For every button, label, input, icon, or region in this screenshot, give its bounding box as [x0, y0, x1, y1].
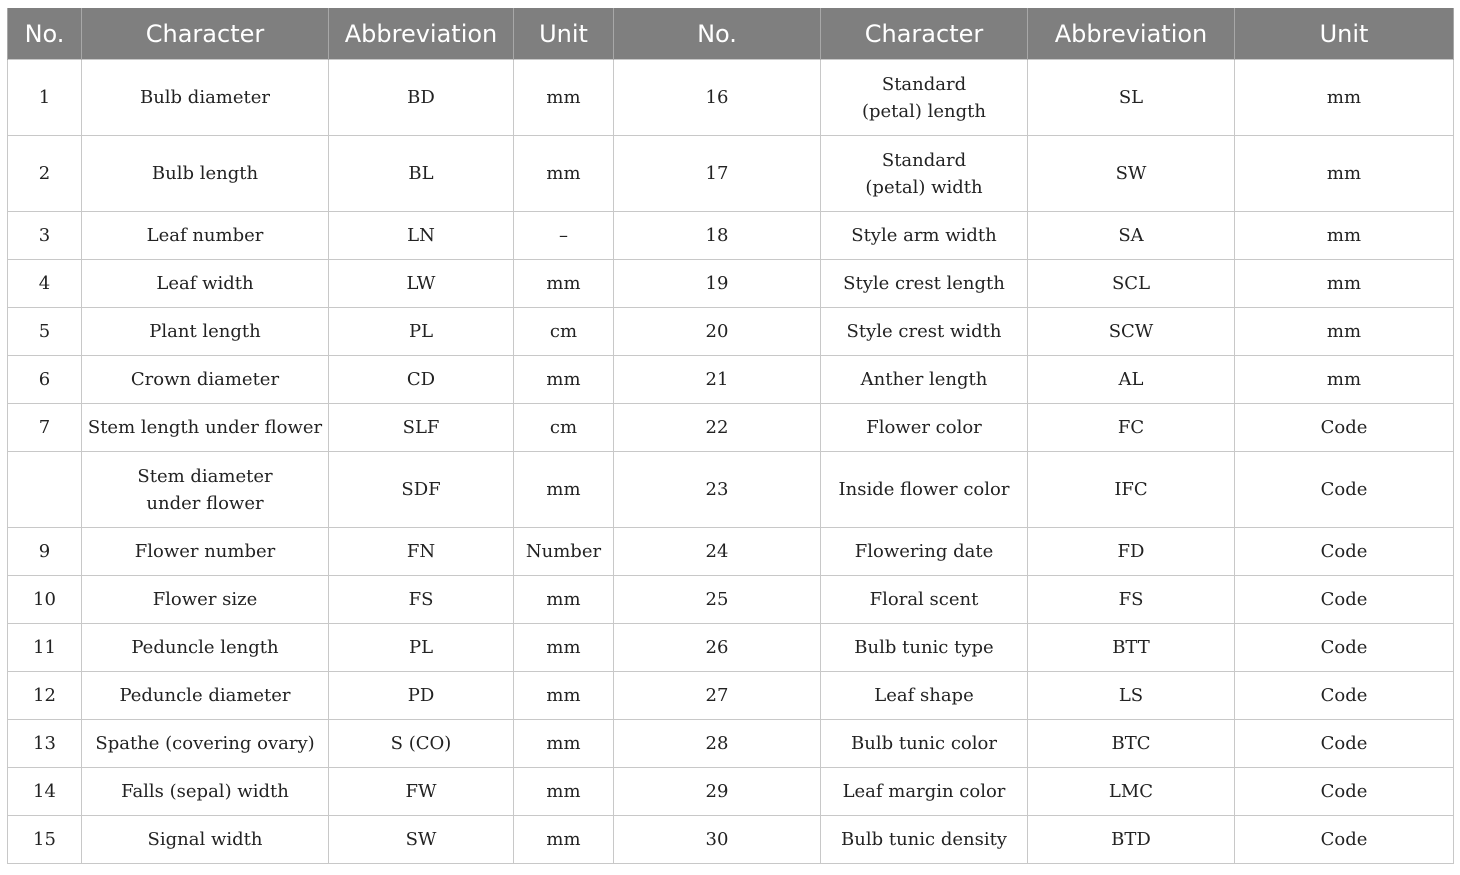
abbreviation-cell: CD: [329, 356, 514, 404]
row-number-cell: 24: [614, 528, 821, 576]
header-no-left: No.: [8, 8, 82, 60]
unit-cell: mm: [1235, 260, 1454, 308]
table-row: [8, 672, 1454, 720]
abbreviation-cell: SA: [1028, 212, 1235, 260]
character-name-cell: Plant length: [82, 308, 329, 356]
row-number-cell: 10: [8, 576, 82, 624]
unit-cell: Code: [1235, 720, 1454, 768]
header-unit-right: Unit: [1235, 8, 1454, 60]
unit-cell: mm: [514, 260, 614, 308]
row-number-cell: 23: [614, 452, 821, 528]
character-table-container: [7, 8, 1453, 864]
abbreviation-cell: BTC: [1028, 720, 1235, 768]
character-name-cell: Style crest width: [821, 308, 1028, 356]
character-name-cell: Stem diameter under flower: [82, 452, 329, 528]
row-number-cell: 26: [614, 624, 821, 672]
character-name-cell: Style arm width: [821, 212, 1028, 260]
abbreviation-cell: FC: [1028, 404, 1235, 452]
row-number-cell: 28: [614, 720, 821, 768]
abbreviation-cell: AL: [1028, 356, 1235, 404]
table-row: [8, 576, 1454, 624]
row-number-cell: 13: [8, 720, 82, 768]
row-number-cell: 29: [614, 768, 821, 816]
row-number-cell: 16: [614, 60, 821, 136]
row-number-cell: 12: [8, 672, 82, 720]
table-body: [8, 60, 1454, 864]
unit-cell: Code: [1235, 624, 1454, 672]
unit-cell: mm: [514, 576, 614, 624]
character-name-cell: Flower size: [82, 576, 329, 624]
character-name-cell: Standard (petal) width: [821, 136, 1028, 212]
unit-cell: mm: [1235, 356, 1454, 404]
abbreviation-cell: BTT: [1028, 624, 1235, 672]
character-name-cell: Leaf margin color: [821, 768, 1028, 816]
abbreviation-cell: SLF: [329, 404, 514, 452]
table-row: [8, 452, 1454, 528]
unit-cell: Number: [514, 528, 614, 576]
row-number-cell: 2: [8, 136, 82, 212]
character-name-cell: Peduncle length: [82, 624, 329, 672]
abbreviation-cell: SL: [1028, 60, 1235, 136]
character-name-cell: Bulb tunic color: [821, 720, 1028, 768]
row-number-cell: 18: [614, 212, 821, 260]
character-name-cell: Leaf width: [82, 260, 329, 308]
abbreviation-cell: SDF: [329, 452, 514, 528]
row-number-cell: 30: [614, 816, 821, 864]
row-number-cell: 14: [8, 768, 82, 816]
unit-cell: Code: [1235, 404, 1454, 452]
abbreviation-cell: LW: [329, 260, 514, 308]
abbreviation-cell: IFC: [1028, 452, 1235, 528]
character-table: [7, 8, 1454, 864]
table-row: [8, 720, 1454, 768]
abbreviation-cell: FW: [329, 768, 514, 816]
table-row: [8, 308, 1454, 356]
header-unit-left: Unit: [514, 8, 614, 60]
character-name-cell: Signal width: [82, 816, 329, 864]
character-name-cell: Flower number: [82, 528, 329, 576]
row-number-cell: 22: [614, 404, 821, 452]
abbreviation-cell: PD: [329, 672, 514, 720]
table-row: [8, 212, 1454, 260]
abbreviation-cell: SCW: [1028, 308, 1235, 356]
unit-cell: Code: [1235, 528, 1454, 576]
header-row: [8, 8, 1454, 60]
unit-cell: cm: [514, 308, 614, 356]
row-number-cell: 9: [8, 528, 82, 576]
abbreviation-cell: LMC: [1028, 768, 1235, 816]
unit-cell: Code: [1235, 452, 1454, 528]
abbreviation-cell: SW: [329, 816, 514, 864]
abbreviation-cell: S (CO): [329, 720, 514, 768]
row-number-cell: 11: [8, 624, 82, 672]
table-row: [8, 60, 1454, 136]
character-name-cell: Leaf shape: [821, 672, 1028, 720]
row-number-cell: [8, 452, 82, 528]
row-number-cell: 4: [8, 260, 82, 308]
abbreviation-cell: FS: [329, 576, 514, 624]
abbreviation-cell: PL: [329, 624, 514, 672]
character-name-cell: Crown diameter: [82, 356, 329, 404]
abbreviation-cell: SCL: [1028, 260, 1235, 308]
abbreviation-cell: BTD: [1028, 816, 1235, 864]
table-row: [8, 404, 1454, 452]
header-character-right: Character: [821, 8, 1028, 60]
table-row: [8, 816, 1454, 864]
header-abbreviation-right: Abbreviation: [1028, 8, 1235, 60]
character-name-cell: Bulb length: [82, 136, 329, 212]
abbreviation-cell: PL: [329, 308, 514, 356]
table-row: [8, 624, 1454, 672]
abbreviation-cell: SW: [1028, 136, 1235, 212]
row-number-cell: 20: [614, 308, 821, 356]
unit-cell: mm: [1235, 60, 1454, 136]
character-name-cell: Spathe (covering ovary): [82, 720, 329, 768]
character-name-cell: Anther length: [821, 356, 1028, 404]
header-character-left: Character: [82, 8, 329, 60]
unit-cell: mm: [1235, 212, 1454, 260]
unit-cell: mm: [1235, 308, 1454, 356]
character-name-cell: Peduncle diameter: [82, 672, 329, 720]
table-row: [8, 136, 1454, 212]
row-number-cell: 17: [614, 136, 821, 212]
abbreviation-cell: FN: [329, 528, 514, 576]
character-name-cell: Inside flower color: [821, 452, 1028, 528]
row-number-cell: 3: [8, 212, 82, 260]
row-number-cell: 19: [614, 260, 821, 308]
row-number-cell: 5: [8, 308, 82, 356]
table-row: [8, 356, 1454, 404]
unit-cell: mm: [514, 720, 614, 768]
character-name-cell: Falls (sepal) width: [82, 768, 329, 816]
character-name-cell: Flower color: [821, 404, 1028, 452]
unit-cell: mm: [514, 452, 614, 528]
unit-cell: –: [514, 212, 614, 260]
unit-cell: mm: [514, 624, 614, 672]
character-name-cell: Style crest length: [821, 260, 1028, 308]
character-name-cell: Bulb tunic density: [821, 816, 1028, 864]
abbreviation-cell: FS: [1028, 576, 1235, 624]
character-name-cell: Bulb tunic type: [821, 624, 1028, 672]
row-number-cell: 7: [8, 404, 82, 452]
unit-cell: Code: [1235, 768, 1454, 816]
abbreviation-cell: BL: [329, 136, 514, 212]
character-name-cell: Floral scent: [821, 576, 1028, 624]
unit-cell: mm: [514, 136, 614, 212]
unit-cell: mm: [514, 356, 614, 404]
character-name-cell: Stem length under flower: [82, 404, 329, 452]
table-row: [8, 260, 1454, 308]
row-number-cell: 15: [8, 816, 82, 864]
unit-cell: mm: [514, 672, 614, 720]
unit-cell: mm: [514, 816, 614, 864]
table-row: [8, 768, 1454, 816]
unit-cell: cm: [514, 404, 614, 452]
table-row: [8, 528, 1454, 576]
abbreviation-cell: FD: [1028, 528, 1235, 576]
character-name-cell: Standard (petal) length: [821, 60, 1028, 136]
unit-cell: Code: [1235, 816, 1454, 864]
unit-cell: mm: [514, 60, 614, 136]
row-number-cell: 21: [614, 356, 821, 404]
row-number-cell: 1: [8, 60, 82, 136]
unit-cell: Code: [1235, 576, 1454, 624]
character-name-cell: Leaf number: [82, 212, 329, 260]
character-name-cell: Flowering date: [821, 528, 1028, 576]
abbreviation-cell: LN: [329, 212, 514, 260]
unit-cell: mm: [514, 768, 614, 816]
abbreviation-cell: BD: [329, 60, 514, 136]
unit-cell: Code: [1235, 672, 1454, 720]
row-number-cell: 27: [614, 672, 821, 720]
abbreviation-cell: LS: [1028, 672, 1235, 720]
row-number-cell: 25: [614, 576, 821, 624]
unit-cell: mm: [1235, 136, 1454, 212]
row-number-cell: 6: [8, 356, 82, 404]
header-no-right: No.: [614, 8, 821, 60]
header-abbreviation-left: Abbreviation: [329, 8, 514, 60]
character-name-cell: Bulb diameter: [82, 60, 329, 136]
